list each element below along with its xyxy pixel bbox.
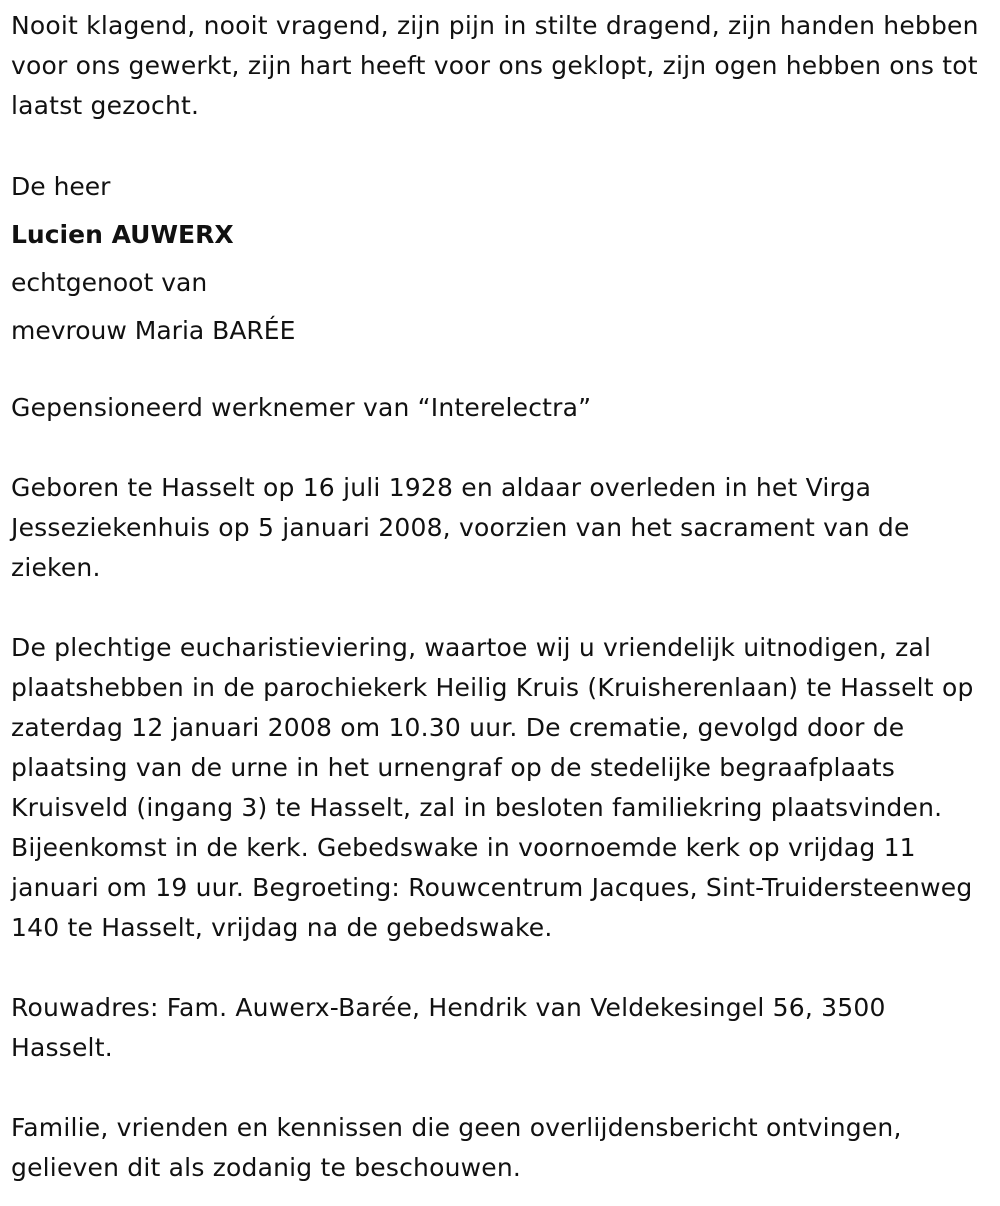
opening-verse: Nooit klagend, nooit vragend, zijn pijn in stilte dragend, zijn handen hebben voor ons gewerkt, zijn hart heeft voor ons geklopt, zijn ogen hebben ons tot laatst gezocht. xyxy=(11,11,979,120)
mourning-address: Rouwadres: Fam. Auwerx-Barée, Hendrik van Veldekesingel 56, 3500 Hasselt. xyxy=(11,993,886,1062)
occupation: Gepensioneerd werknemer van “Interelectra” xyxy=(11,393,592,422)
ceremony-details: De plechtige eucharistieviering, waartoe wij u vriendelijk uitnodigen, zal plaatshebben in de parochiekerk Heilig Kruis (Kruisherenlaan) te Hasselt op zaterdag 12 januari 2008 om 10.30 uur. De crematie, gevolgd door de plaatsing van de urne in het urnengraf op de stedelijke begraafplaats Kruisveld (ingang 3) te Hasselt, zal in besloten familiekring plaatsvinden. Bijeenkomst in de kerk. Gebedswake in voornoemde kerk op vrijdag 11 januari om 19 uur. Begroeting: Rouwcentrum Jacques, Sint-Truidersteenweg 140 te Hasselt, vrijdag na de gebedswake. xyxy=(11,633,974,942)
spacer xyxy=(11,126,988,166)
closing-note: Familie, vrienden en kennissen die geen overlijdensbericht ontvingen, gelieven dit als zodanig te beschouwen. xyxy=(11,1113,902,1182)
spacer xyxy=(11,948,988,988)
name-block xyxy=(11,163,988,355)
spacer xyxy=(11,1068,988,1108)
relation-text: echtgenoot van xyxy=(11,268,208,297)
spacer xyxy=(11,428,988,468)
spouse-name: mevrouw Maria BARÉE xyxy=(11,316,296,345)
spacer xyxy=(11,588,988,628)
spacer xyxy=(11,355,988,388)
birth-death-details: Geboren te Hasselt op 16 juli 1928 en aldaar overleden in het Virga Jesseziekenhuis op 5 januari 2008, voorzien van het sacrament van de zieken. xyxy=(11,473,910,582)
salutation: De heer xyxy=(11,172,111,201)
deceased-name: Lucien AUWERX xyxy=(11,220,234,249)
